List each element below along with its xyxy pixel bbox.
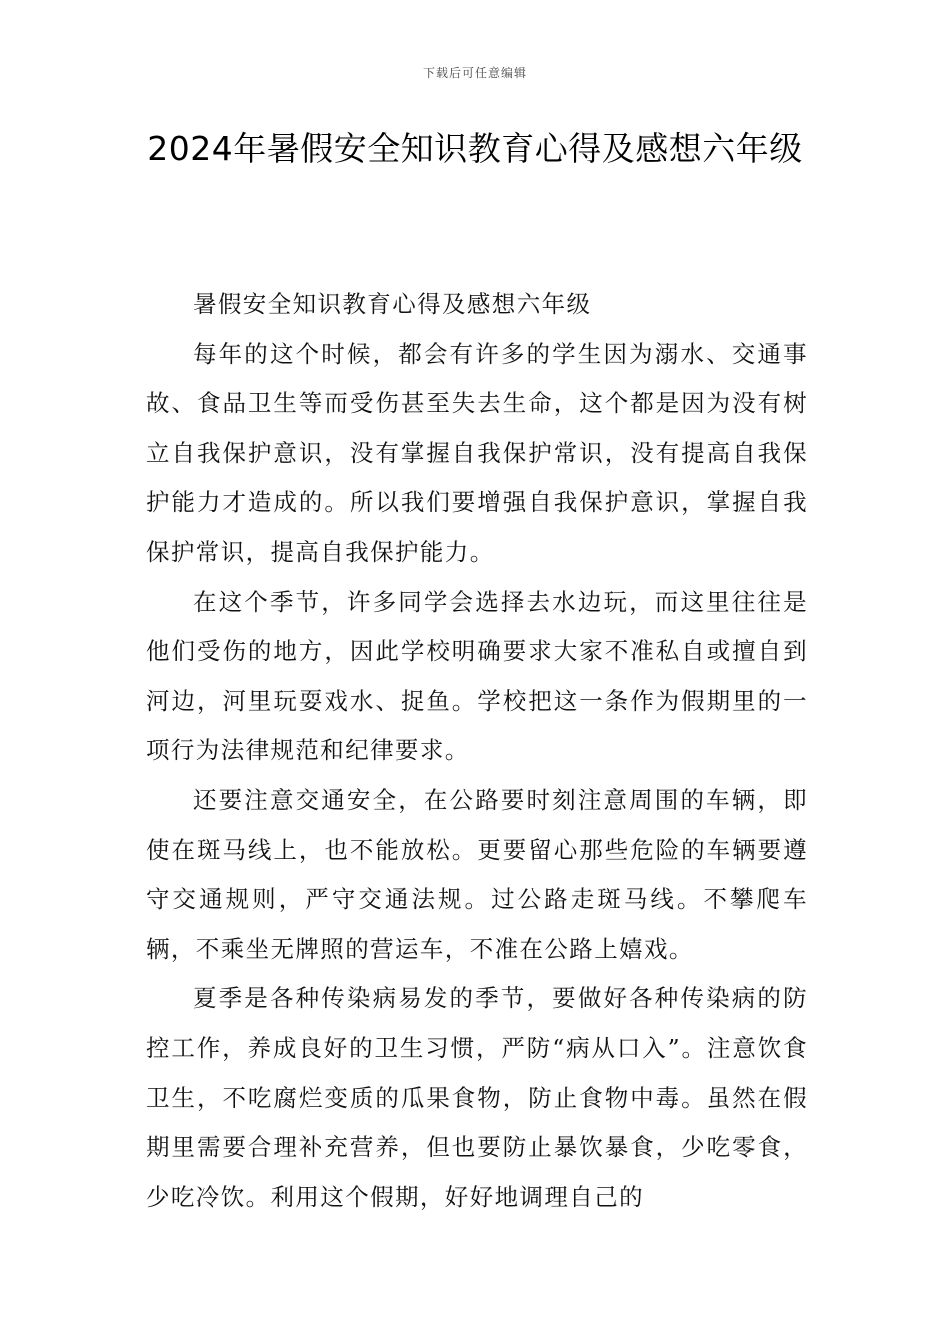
paragraph-3: 还要注意交通安全，在公路要时刻注意周围的车辆，即使在斑马线上，也不能放松。更要留心那些危险的车辆要遵守交通规则，严守交通法规。过公路走斑马线。不攀爬车辆，不乘坐无牌照的营运车，不准在公路上嬉戏。	[146, 785, 808, 963]
page-header: 下载后可任意编辑	[422, 66, 527, 80]
document-title: 2024年暑假安全知识教育心得及感想六年级	[147, 129, 803, 168]
paragraph-subtitle: 暑假安全知识教育心得及感想六年级	[193, 290, 592, 318]
paragraph-4: 夏季是各种传染病易发的季节，要做好各种传染病的防控工作，养成良好的卫生习惯，严防“病从口入”。注意饮食卫生，不吃腐烂变质的瓜果食物，防止食物中毒。虽然在假期里需要合理补充营养，但也要防止暴饮暴食，少吃零食，少吃冷饮。利用这个假期，好好地调理自己的	[146, 984, 808, 1211]
paragraph-2: 在这个季节，许多同学会选择去水边玩，而这里往往是他们受伤的地方，因此学校明确要求大家不准私自或擅自到河边，河里玩耍戏水、捉鱼。学校把这一条作为假期里的一项行为法律规范和纪律要求。	[146, 587, 808, 765]
document-body	[146, 280, 808, 1222]
paragraph-1: 每年的这个时候，都会有许多的学生因为溺水、交通事故、食品卫生等而受伤甚至失去生命，这个都是因为没有树立自我保护意识，没有掌握自我保护常识，没有提高自我保护能力才造成的。所以我们要增强自我保护意识，掌握自我保护常识，提高自我保护能力。	[146, 339, 808, 566]
